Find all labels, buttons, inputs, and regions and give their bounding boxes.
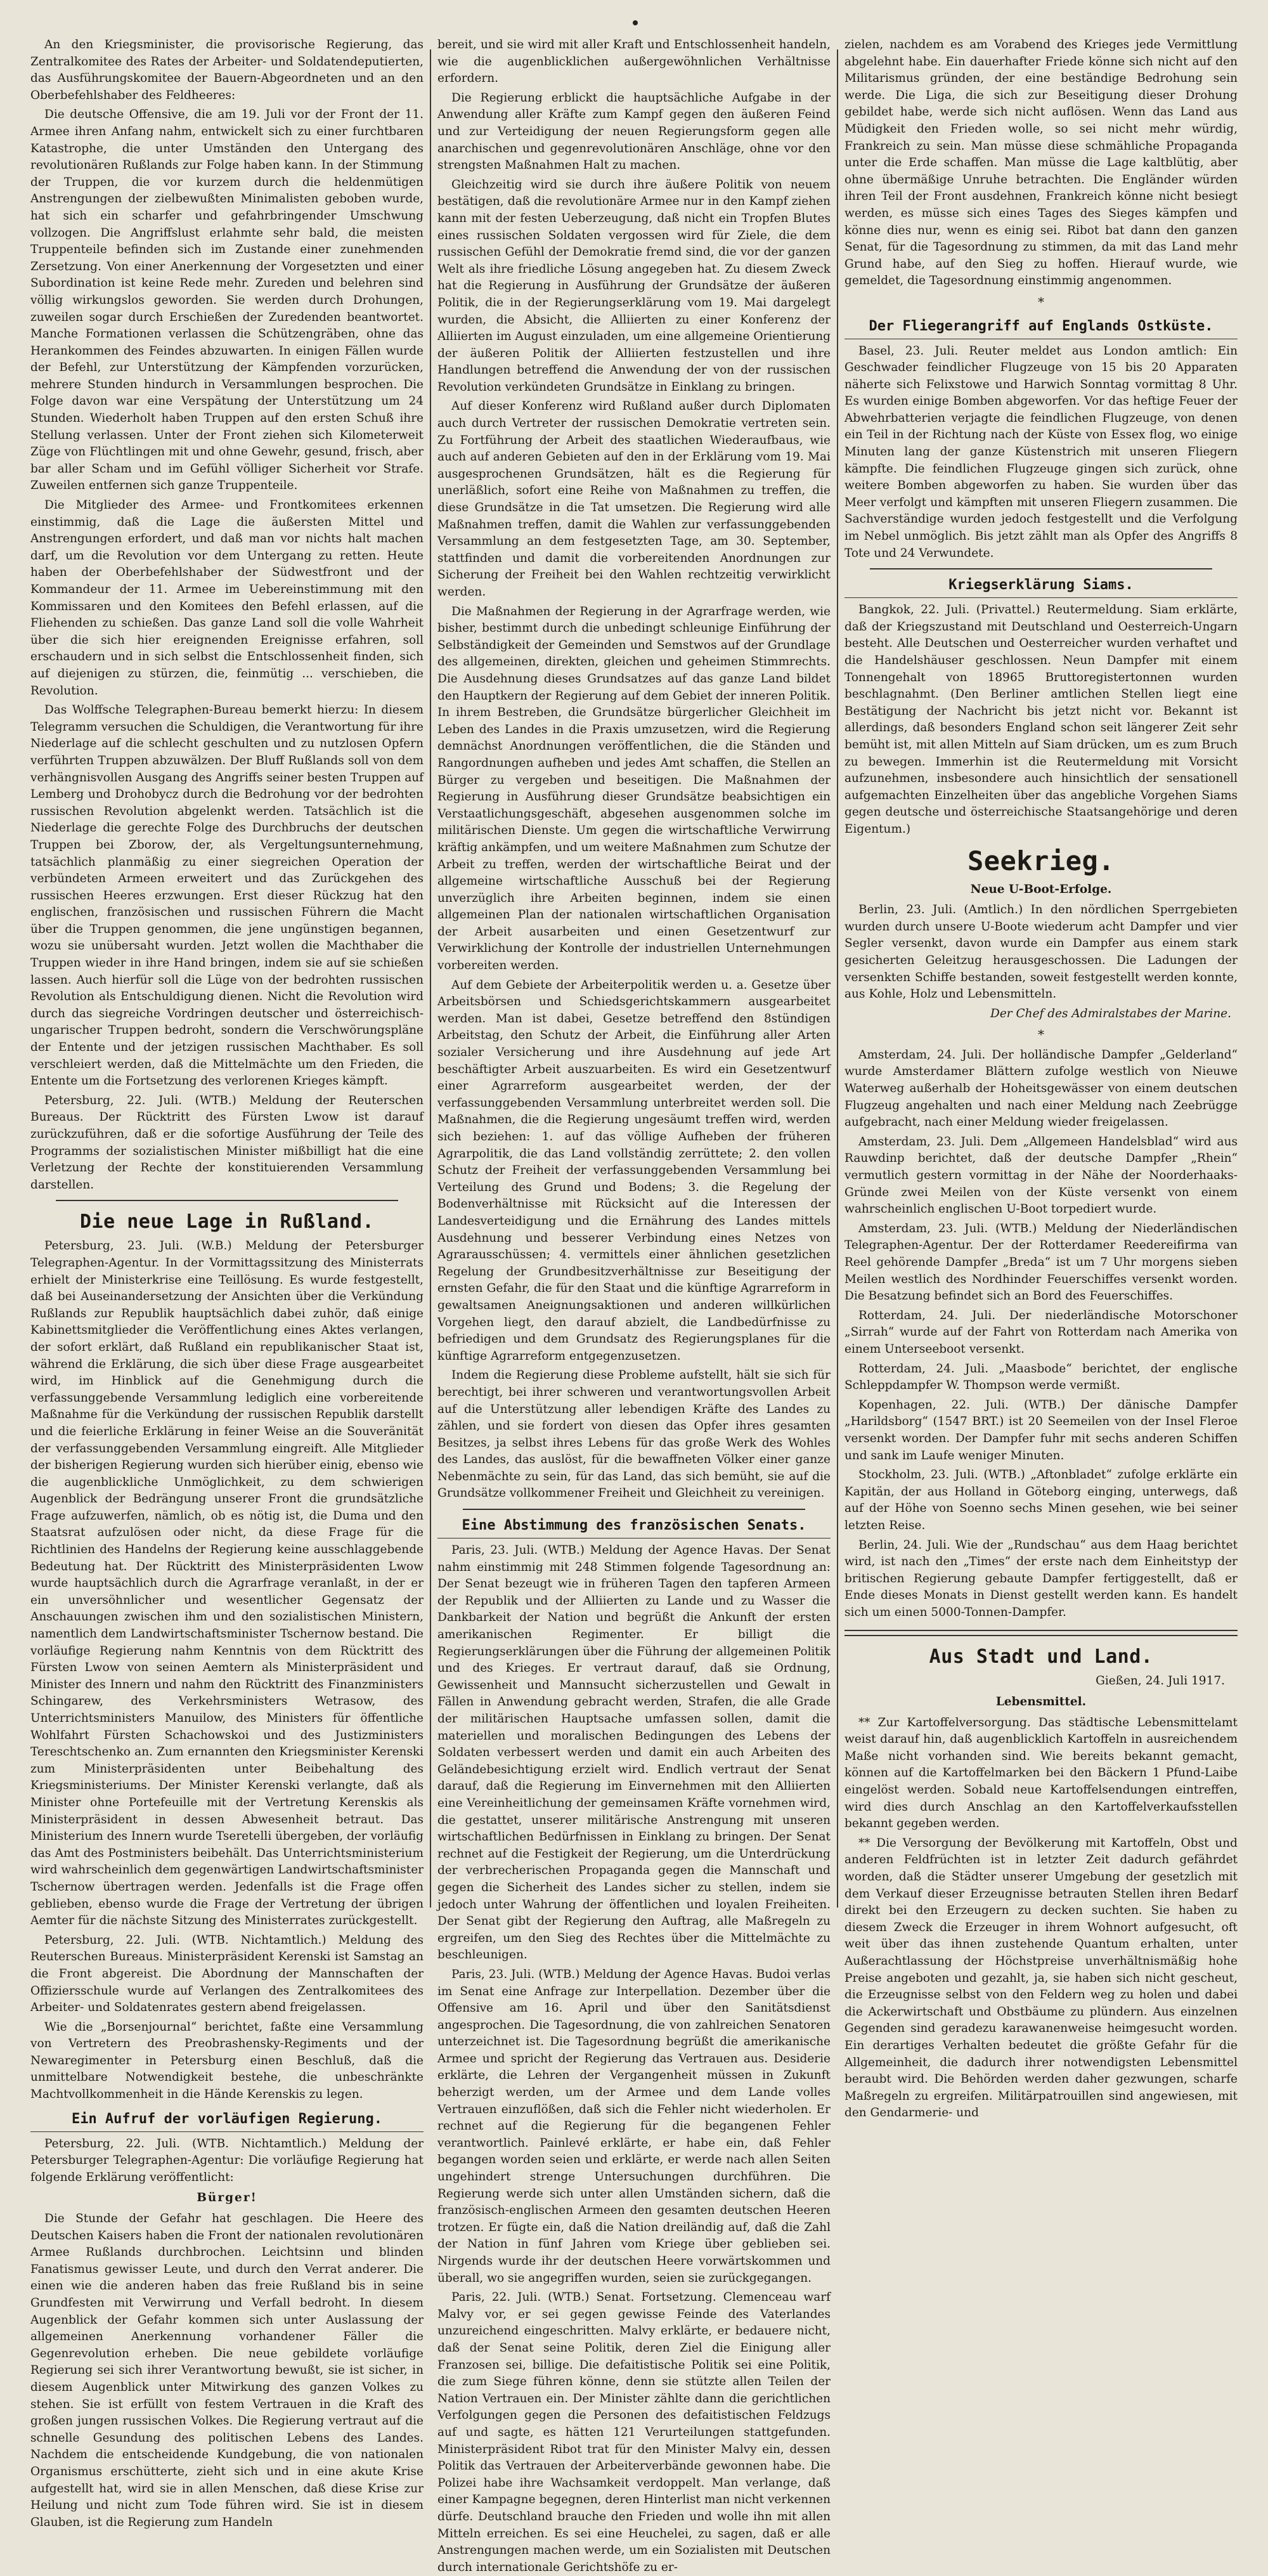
column-2 [437,37,831,2574]
article-paragraph: Kopenhagen, 22. Juli. (WTB.) Der dänische Dampfer „Harildsborg“ (1547 BRT.) ist 20 Seemeilen von der Insel Fleroe versenkt worden. Der Dampfer fuhr mit sechs anderen Schiffen und sank im Laufe weniger Minuten. [844,1398,1238,1462]
headline-siam: Kriegserklärung Siams. [844,576,1238,598]
article-paragraph: bereit, und sie wird mit aller Kraft und Entschlossenheit handeln, wie die augenblicklichen außergewöhnlichen Verhältnisse erfordern. [437,38,831,86]
article-paragraph: Paris, 23. Juli. (WTB.) Meldung der Agence Havas. Budoi verlas im Senat eine Anfrage zur Interpellation. Dezember über die Offensive am 16. April und über den Sanitätsdienst angesprochen. Die Tagesordnung, die von zahlreichen Senatoren unterzeichnet ist. Die Tagesordnung begrüßt die amerikanische Armee und spricht der Regierung das Vertrauen aus. Desiderie erklärte, die Lehren der Vergangenheit müssen in Zukunft beherzigt werden, um der Armee und dem Lande volles Vertrauen einzuflößen, daß sich die Fehler nicht wiederholen. Er rechnet auf die Regierung für die begangenen Fehler verantwortlich. Painlevé erklärte, er habe ein, daß Fehler begangen worden seien und erklärte, er werde nach allen Seiten ungehindert strenge Untersuchungen durchführen. Die Regierung werde sich unter allen Umständen sichern, daß die französisch-englischen Armeen den gesamten deutschen Heeren trotzen. Er fügte ein, daß die Nation dreiländig auf, daß die Zahl der Nation in fünf Jahren vom Kriege über geblieben sei. Nirgends wurde ihr der deutschen Heere vorwärtskommen und überall, wo sie angegriffen wurden, seien sie zurückgegangen. [437,1967,831,2285]
article-paragraph: Auf dem Gebiete der Arbeiterpolitik werden u. a. Gesetze über Arbeitsbörsen und Schiedsgerichtskammern ausgearbeitet werden. Man ist dabei, Gesetze betreffend den 8stündigen Arbeitstag, den Schutz der Arbeit, die Einführung aller Arten sozialer Versicherung und ihre Ausdehnung auf jede Art beschäftigter Arbeit auszuarbeiten. Es wird ein Gesetzentwurf einer Agrarreform ausgearbeitet werden, der der verfassunggebenden Versammlung unterbreitet werden soll. Die Maßnahmen, die die Regierung ungesäumt treffen wird, werden sich beziehen: 1. auf das völlige Aufheben der früheren Agrarpolitik, die das Land vollständig zerrüttete; 2. den vollen Schutz der Freiheit der verfassunggebenden Versammlung bei Verteilung des Grund und Bodens; 3. die Regelung der Bodenverhältnisse mit Rücksicht auf die Interessen der Landesverteidigung und die Ernährung des Landes mittels Ausdehnung und besserer Verbindung eines Netzes von Agrarausschüssen; 4. vermittels einer ähnlichen gesetzlichen Regelung der Grundbesitzverhältnisse zur Beseitigung der ernsten Gefahr, die für den Staat und die künftige Agrarreform in gewaltsamen Aneignungsaktionen und anderen willkürlichen Vorgehen liegt, den darauf abzielt, die Landbedürfnisse zu befriedigen und dem Grundsatz des Regierungsplanes für die künftige Agrarreform entgegenzusetzen. [437,978,831,1363]
article-paragraph: Die deutsche Offensive, die am 19. Juli vor der Front der 11. Armee ihren Anfang nahm, entwickelt sich zu einer furchtbaren Katastrophe, die unter Umständen den Untergang des revolutionären Rußlands zur Folge haben kann. In der Stimmung der Truppen, die vor kurzem durch die heldenmütigen Anstrengungen der zielbewußten Minimalisten geboben wurde, hat sich ein scharfer und gefahrbringender Umschwung vollzogen. Die Angriffslust erlahmte sehr bald, die meisten Truppenteile befinden sich im Zustande einer zunehmenden Zersetzung. Von einer Anerkennung der Vorgesetzten und einer Subordination ist keine Rede mehr. Zureden und belehren sind völlig wirkungslos geworden. Sie werden durch Drohungen, zuweilen sogar durch Erschießen der Zuredenden beantwortet. Manche Formationen verlassen die Schützengräben, ohne das Herankommen des Feindes abzuwarten. In einigen Fällen wurde der Befehl, zur Unterstützung der Kämpfenden vorzurücken, mehrere Stunden hindurch in Versammlungen besprochen. Die Folge davon war eine Verspätung der Unterstützung um 24 Stunden. Wiederholt haben Truppen auf den ersten Schuß ihre Stellung verlassen. Unter der Front ziehen sich Kilometerweit Züge von Flüchtlingen mit und ohne Gewehr, gesund, frisch, aber bar aller Scham und im Gefühl völliger Sicherheit vor Strafe. Zuweilen entfernen sich ganze Truppenteile. [30,108,424,493]
headline-stadt-und-land: Aus Stadt und Land. [929,1646,1153,1669]
article-paragraph: Berlin, 23. Juli. (Amtlich.) In den nördlichen Sperrgebieten wurden durch unsere U-Boote wiederum acht Dampfer und vier Segler versenkt, davon wurde ein Dampfer aus einem stark gesicherten Geleitzug herausgeschossen. Die Ladungen der versenkten Schiffe bestanden, soweit festgestellt werden konnte, aus Kohle, Holz und Lebensmitteln. [844,903,1238,1001]
article-paragraph: Paris, 22. Juli. (WTB.) Senat. Fortsetzung. Clemenceau warf Malvy vor, er sei gegen gewisse Feinde des Vaterlandes unzureichend eingeschritten. Malvy erklärte, er bedauere nicht, daß der Senat seine Politik, deren Ziel die Einigung aller Franzosen sei, billige. Die defaitistische Politik sei eine Politik, die zum Siege führen könne, denn sie stützte allen Teilen der Nation Vertrauen ein. Der Minister zählte dann die gerichtlichen Verfolgungen gegen die Personen des defaitistischen Feldzugs auf und sagte, es hätten 121 Verurteilungen stattgefunden. Ministerpräsident Ribot trat für den Minister Malvy ein, dessen Politik das Vertrauen der Arbeiterverbände gewonnen habe. Die Polizei habe ihre Wachsamkeit verdoppelt. Man verlange, daß einer Kampagne begegnen, deren Hinterlist man nicht verkennen dürfe. Deutschland brauche den Frieden und wolle ihn mit allen Mitteln erreichen. Es sei eine Heuchelei, zu sagen, daß er alle Anstrengungen machen werde, um ein Sozialisten mit Deutschen durch internationale Gerichtshöfe zu er- [437,2291,831,2574]
article-paragraph: Petersburg, 22. Juli. (WTB.) Meldung der Reuterschen Bureaus. Der Rücktritt des Fürsten Lwow ist darauf zurückzuführen, daß er die sofortige Ausführung der Teile des Programms der sozialistischen Minister mißbilligt hat die eine Verletzung der Rechte der konstituierenden Versammlung darstellen. [30,1093,424,1192]
article-paragraph: Basel, 23. Juli. Reuter meldet aus London amtlich: Ein Geschwader feindlicher Flugzeuge von 15 bis 20 Apparaten näherte sich Felixstowe und Harwich Sonntag vormittag 8 Uhr. Es wurden einige Bomben abgeworfen. Vor das heftige Feuer der Abwehrbatterien verjagte die feindlichen Flugzeuge, von denen ein Teil in der Richtung nach der Küste von Essex flog, wo einige Minuten lang der ganze Küstenstrich mit unseren Fliegern kämpfte. Die feindlichen Flugzeuge gingen sich zurück, ohne weitere Bomben abgeworfen zu haben. Sie wurden über das Meer verfolgt und kämpften mit unseren Fliegern zusammen. Die Sachverständige wurden jedoch festgestellt und die Verfolgung im Nebel unmöglich. Bis jetzt zählt man als Opfer des Angriffs 8 Tote und 24 Verwundete. [844,344,1238,560]
headline-senat: Eine Abstimmung des französischen Senats. [437,1516,831,1538]
article-paragraph: Gleichzeitig wird sie durch ihre äußere Politik von neuem bestätigen, daß die revolutionäre Armee nur in den Kampf ziehen kann mit der festen Ueberzeugung, daß nicht ein Tropfen Blutes eines russischen Soldaten vergossen wird für Ziele, die dem russischen Gefühl der Demokratie fremd sind, die vor der ganzen Welt als ihre friedliche Lösung angegeben hat. Zu diesem Zweck hat die Regierung in Ausführung der Grundsätze der äußeren Politik, die in der Regierungserklärung vom 19. Mai dargelegt wurden, die Absicht, die Alliierten zu einer Konferenz der Alliierten im August einzuladen, um eine allgemeine Orientierung der äußeren Politik der Alliierten festzustellen und ihre Handlungen betreffend die Anwendung der von der russischen Revolution verkündeten Grundsätze in Einklang zu bringen. [437,178,831,394]
article-paragraph: Stockholm, 23. Juli. (WTB.) „Aftonbladet“ zufolge erklärte ein Kapitän, der aus Holland in Göteborg einging, unterwegs, daß auf der Höhe von Soenno sechs Minen gesehen, wie bei seiner letzten Reise. [844,1468,1238,1532]
article-paragraph: Rotterdam, 24. Juli. „Maasbode“ berichtet, der englische Schleppdampfer W. Thompson werde vermißt. [844,1362,1238,1393]
article-paragraph: Amsterdam, 24. Juli. Der holländische Dampfer „Gelderland“ wurde Amsterdamer Blättern zufolge westlich von Nieuwe Waterweg außerhalb der Hoheitsgewässer von einem deutschen Flugzeug angehalten und nach einer Meldung nach Zeebrügge aufgebracht, nach einer Meldung wieder freigelassen. [844,1048,1238,1129]
article-paragraph: Wie die „Borsenjournal“ berichtet, faßte eine Versammlung von Vertretern des Preobrashensky-Regiments und der Newaregimenter in Petersburg einen Beschluß, daß die unmittelbare Notwendigkeit bestehe, die unbeschränkte Machtvollkommenheit in die Hände Kerenskis zu legen. [30,2020,424,2102]
article-paragraph: Die Regierung erblickt die hauptsächliche Aufgabe in der Anwendung aller Kräfte zum Kampf gegen den äußeren Feind und zur Verteidigung der neuen Regierungsform gegen alle anarchischen und gegenrevolutionären Anschläge, ohne vor den strengsten Maßnahmen Halt zu machen. [437,91,831,172]
subheadline-uboot: Neue U-Boot-Erfolge. [970,882,1112,896]
article-paragraph: Amsterdam, 23. Juli. Dem „Allgemeen Handelsblad“ wird aus Rauwdinp berichtet, daß der deutsche Dampfer „Rhein“ vermutlich gestern vormittag in der Nähe der Noorderhaaks-Gründe zwei Meilen von der Küste versenkt von einem wahrscheinlich englischen U-Boot torpediert wurde. [844,1135,1238,1216]
signature-admiralstab: Der Chef des Admiralstabes der Marine. [990,1006,1231,1020]
section-divider [56,1200,398,1201]
column-1 [30,37,424,2529]
section-divider [463,1509,805,1510]
article-paragraph: Paris, 23. Juli. (WTB.) Meldung der Agence Havas. Der Senat nahm einstimmig mit 248 Stimmen folgende Tagesordnung an: Der Senat bezeugt wie in früheren Tagen den tapferen Armeen der Republik und der Alliierten zu Lande und zu Wasser die Dankbarkeit der Nation und begrüßt die Ankunft der ersten amerikanischen Regimenter. Er billigt die Regierungserklärungen über die Führung der allgemeinen Politik und des Krieges. Er vertraut darauf, daß sie Ordnung, Gewissenheit und Mannsucht sicherzustellen und Gewalt in Fällen in Anwendung gebracht werden, Strafen, die alle Grade der militärischen Hauptsache umfassen sollen, damit die materiellen und moralischen Bedingungen des Lebens der Soldaten verbessert werden und damit ein auch Arbeiten des Geländebesichtigung erzielt wird. Endlich vertraut der Senat darauf, daß die Regierung im Einvernehmen mit den Alliierten eine Vereinheitlichung der gemeinsamen Kräfte vornehmen wird, die gestattet, unserer militärische Anstrengung mit unseren wirtschaftlichen Bedürfnissen in Einklang zu bringen. Der Senat rechnet auf die Festigkeit der Regierung, um die Unterdrückung der verbrecherischen Propaganda gegen die Mannschaft und gegen die Sicherheit des Landes sicher zu stellen, indem sie jedoch unter Wahrung der öffentlichen und loyalen Freiheiten. Der Senat gibt der Regierung den Auftrag, alle Maßregeln zu ergreifen, um den Sieg des Rechtes über die Mittelmächte zu beschleunigen. [437,1544,831,1962]
article-paragraph: Petersburg, 22. Juli. (WTB. Nichtamtlich.) Meldung der Petersburger Telegraphen-Agentur: Die vorläufige Regierung hat folgende Erklärung veröffentlicht: [30,2137,424,2184]
article-paragraph: Auf dieser Konferenz wird Rußland außer durch Diplomaten auch durch Vertreter der russischen Demokratie vertreten sein. Zu Fortführung der Arbeit des staatlichen Wiederaufbaus, wie auch auf anderen Gebieten auf den in der Erklärung vom 19. Mai ausgesprochenen Grundsätzen, hält es die Regierung für unerläßlich, sofort eine Reihe von Maßnahmen zu treffen, die diese Grundsätze in die Tat umsetzen. Die Regierung wird alle Maßnahmen treffen, damit die Wahlen zur verfassunggebenden Versammlung an dem festgesetzten Tage, am 30. September, stattfinden und damit die vorbereitenden Anordnungen zur Sicherung der Freiheit bei den Wahlen rechtzeitig verwirklicht werden. [437,400,831,599]
article-paragraph: Petersburg, 22. Juli. (WTB. Nichtamtlich.) Meldung des Reuterschen Bureaus. Ministerpräsident Kerenski ist Samstag an die Front abgereist. Die Abordnung der Mannschaften der Offiziersschule wurde auf Verlangen des Zentralkomitees des Arbeiter- und Soldatenrates gestern abend freigelassen. [30,1933,424,2015]
headline-seekrieg: Seekrieg. [967,845,1115,876]
article-paragraph: Bangkok, 22. Juli. (Privattel.) Reutermeldung. Siam erklärte, daß der Kriegszustand mit Deutschland und Oesterreich-Ungarn besteht. Alle Deutschen und Oesterreicher wurden verhaftet und die Handelshäuser geschlossen. Neun Dampfer mit einem Tonnengehalt von 18965 Bruttoregistertonnen wurden beschlagnahmt. (Den Berliner amtlichen Stellen liegt eine Bestätigung der Nachricht bis jetzt nicht vor. Bekannt ist allerdings, daß besonders England schon seit längerer Zeit sehr bemüht ist, mit allen Mitteln auf Siam drücken, um es zum Bruch zu bewegen. Immerhin ist die Reutermeldung mit Vorsicht aufzunehmen, insbesondere auch hinsichtlich der sensationell aufgemachten Einzelheiten über das angebliche Vorgehen Siams gegen deutsche und österreichische Staatsangehörige und deren Eigentum.) [844,603,1238,836]
separator-asterisk: * [1038,1027,1044,1043]
salutation: Bürger! [197,2191,257,2205]
separator-asterisk: * [1038,294,1044,309]
article-paragraph: Die Mitglieder des Armee- und Frontkomitees erkennen einstimmig, daß die Lage die äußersten Mittel und Anstrengungen erfordert, und daß man vor nichts halt machen darf, um die Revolution vor dem Untergang zu retten. Heute haben der Oberbefehlshaber der Südwestfront und der Kommandeur der 11. Armee im Uebereinstimmung mit den Kommissaren und den Komitees den Befehl erlassen, auf die Fliehenden zu schießen. Das ganze Land soll die volle Wahrheit über die sich hier ereignenden Ereignisse erfahren, soll erschaudern und in sich selbst die Entschlossenheit finden, sich auf diejenigen zu stürzen, die, feinmütig ... verschieben, die Revolution. [30,498,424,698]
column-3 [844,37,1238,2120]
dateline: Gießen, 24. Juli 1917. [1096,1674,1225,1688]
article-paragraph: Amsterdam, 23. Juli. (WTB.) Meldung der Niederländischen Telegraphen-Agentur. Der der Rotterdamer Reedereifirma van Reel gehörende Dampfer „Breda“ ist um 7 Uhr morgens sieben Meilen westlich des Nordhinder Feuerschiffes versenkt worden. Die Besatzung befindet sich an Bord des Feuerschiffes. [844,1221,1238,1303]
article-paragraph: zielen, nachdem es am Vorabend des Krieges jede Vermittlung abgelehnt habe. Ein dauerhafter Friede könne sich nicht auf den Militarismus gründen, der eine beständige Bedrohung sein werde. Die Liga, die sich zur Beseitigung dieser Drohung gebildet habe, werde sich nicht auflösen. Wenn das Land aus Müdigkeit den Frieden wolle, so sei nicht mehr würdig, Frankreich zu sein. Man müsse diese schmähliche Propaganda unter die Erde schaffen. Man müsse die Lage kaltblütig, aber ohne übermäßige Unruhe betrachten. Die Engländer würden ihren Teil der Front ausdehnen, Frankreich könne nicht besiegt werden, es müsse sich eines Tages des Sieges kämpfen und könne dies nur, wenn es einig sei. Ribot bat dann den ganzen Senat, für die Tagesordnung zu stimmen, da mit das Land mehr Grund habe, auf den Sieg zu hoffen. Hierauf wurde, wie gemeldet, die Tagesordnung einstimmig angenommen. [844,38,1238,288]
headline-neue-lage: Die neue Lage in Rußland. [79,1211,375,1233]
article-paragraph: An den Kriegsminister, die provisorische Regierung, das Zentralkomitee des Rates der Arbeiter- und Soldatendeputierten, das Ausführungskomitee der Bauern-Abgeordneten und an den Oberbefehlshaber des Feldheeres: [30,38,424,102]
article-paragraph: Das Wolffsche Telegraphen-Bureau bemerkt hierzu: In diesem Telegramm versuchen die Schuldigen, die Verantwortung für ihre Niederlage auf die schlecht geschulten und zu nutzlosen Opfern verführten Truppen abzuwälzen. Der Bluff Rußlands soll von dem verhängnisvollen Ausgang des Angriffs seiner besten Truppen auf Lemberg und Drohobycz durch die Bedrohung vor der bedrohten russischen Revolution abgelenkt werden. Tatsächlich ist die Niederlage die gerechte Folge des Durchbruchs der deutschen Truppen bei Zborow, der, als Vergeltungsunternehmung, tatsächlich planmäßig zu einer siegreichen Operation der verbündeten Armeen erweitert und das Zurückgehen des russischen Heeres erzwungen. Erst dieser Rückzug hat den englischen, französischen und russischen Führern die Macht über die Truppen genommen, die jene ungünstigen begannen, wozu sie unübersaht wurden. Jetzt wollen die Machthaber die Truppen wieder in ihre Hand bringen, indem sie auf sie schießen lassen. Auch hierfür soll die Lüge von der bedrohten russischen Revolution als Entschuldigung dienen. Nicht die Revolution wird durch das siegreiche Vordringen deutscher und österreichisch-ungarischer Truppen bedroht, sondern die Verschwörungspläne der Entente und der jetzigen russischen Machthaber. Es soll verschleiert werden, daß die Mittelmächte um den Frieden, die Entente um die Fortsetzung des verlorenen Krieges kämpft. [30,703,424,1088]
article-paragraph: Die Stunde der Gefahr hat geschlagen. Die Heere des Deutschen Kaisers haben die Front der nationalen revolutionären Armee Rußlands durchbrochen. Leichtsinn und blinden Fanatismus gewisser Leute, und durch den Verrat anderer. Die einen wie die anderen haben das freie Rußland bis in seine Grundfesten mit Verwirrung und Verfall bedroht. In diesem Augenblick der Gefahr kommen sich unter Auslassung der allgemeinen Anerkennung vorhandener Fäller die Gegenrevolution erheben. Die neue gebildete vorläufige Regierung sei sich ihrer Verantwortung bewußt, sie ist sicher, in diesem Augenblick unter Mitwirkung des ganzen Volkes zu stehen. Sie ist erfüllt von festem Vertrauen in die Kraft des großen jungen russischen Volkes. Die Regierung vertraut auf die schnelle Gesundung des politischen Lebens des Landes. Nachdem die entscheidende Kundgebung, die von nationalen Organismus erschütterte, zieht sich und in eine akute Krise aufgestellt hat, wird sie in allen Menschen, daß diese Krise zur Heilung und nicht zum Tode führen wird. Sie ist in diesem Glauben, ist die Regierung zum Handeln [30,2212,424,2529]
subheadline-lebensmittel: Lebensmittel. [995,1695,1087,1709]
article-paragraph: ** Zur Kartoffelversorgung. Das städtische Lebensmittelamt weist darauf hin, daß augenblicklich Kartoffeln in ausreichendem Maße nicht vorhanden sind. Wie bereits bekannt gemacht, können auf die Kartoffelmarken bei den Bäckern 1 Pfund-Laibe eingelöst werden. Sobald neue Kartoffelsendungen eintreffen, wird dies durch Anschlag an den Kartoffelverkaufsstellen bekannt gegeben werden. [844,1715,1238,1831]
article-paragraph: Die Maßnahmen der Regierung in der Agrarfrage werden, wie bisher, bestimmt durch die unbedingt schleunige Einführung der Selbständigkeit der Gemeinden und Semstwos auf der Grundlage des allgemeinen, direkten, gleichen und geheimen Stimmrechts. Die Ausdehnung dieses Grundsatzes auf das ganze Land bildet den Hauptkern der Regierung auf dem Gebiet der inneren Politik. In ihrem Bestreben, die Grundsätze bürgerlicher Gleichheit im Leben des Landes in die Praxis umzusetzen, wird die Regierung demnächst Anordnungen veröffentlichen, die die Ständen und Rangordnungen aufheben und jedes Amt schaffen, die Stellen an Bürger zu vergeben und beseitigen. Die Maßnahmen der Regierung in Ausführung dieser Grundsätze beabsichtigen ein Verstaatlichungsgeschäft, abgesehen ausgenommen solche im militärischen Dienste. Um gegen die wirtschaftliche Verwirrung kräftig ankämpfen, und um weitere Maßnahmen zum Schutze der Arbeit zu treffen, werden der wirtschaftliche Beirat und der allgemeine wirtschaftliche Ausschuß bei der Regierung unverzüglich ihre Arbeiten beginnen, indem sie einen allgemeinen Plan der nationalen wirtschaftlichen Organisation der Arbeit ausarbeiten und einen Gesetzentwurf zur Verwirklichung der Kontrolle der industriellen Unternehmungen vorbereiten werden. [437,604,831,973]
headline-fliegerangriff: Der Fliegerangriff auf Englands Ostküste. [844,317,1238,339]
column-rule-2 [837,49,838,1908]
article-paragraph: ** Die Versorgung der Bevölkerung mit Kartoffeln, Obst und anderen Feldfrüchten ist in letzter Zeit dadurch gefährdet worden, daß die Städter unserer Umgebung der gesetzlich mit dem Verkauf dieser Erzeugnisse betrauten Stellen ihren Bedarf direkt bei den Erzeugern zu decken suchten. Sie haben zu diesem Zweck die Erzeuger in ihrem Wohnort aufgesucht, oft weit über das ihnen zustehende Quantum erhalten, unter Außerachtlassung der Höchstpreise unverhältnismäßig hohe Preise angeboten und gezahlt, ja, sie haben sich nicht gescheut, die Erzeugnisse selbst von den Feldern weg zu holen und dabei die Ackerwirtschaft und Obstbäume zu plündern. Aus einzelnen Gegenden sind geradezu karawanenweise heimgesucht worden. Ein derartiges Verhalten bedeutet die größte Gefahr für die Allgemeinheit, die dadurch ihrer notwendigsten Lebensmittel beraubt wird. Die Behörden werden daher gezwungen, scharfe Maßregeln zu ergreifen. Militärpatrouillen sind angewiesen, mit den Gendarmerie- und [844,1836,1238,2120]
ornament-dot [633,20,638,25]
article-paragraph: Indem die Regierung diese Probleme aufstellt, hält sie sich für berechtigt, bei ihrer schweren und verantwortungsvollen Arbeit auf die Unterstützung aller lebendigen Kräfte des Landes zu zählen, und sie fordert von diesen das Opfer ihres gesamten Besitzes, ja selbst ihres Lebens für das große Werk des Wohles des Landes, das auslöst, für die bewaffneten Völker einer ganze Nebenmächte zu sein, für das Land, das sich bemüht, sie auf die Grundsätze vollkommener Freiheit und Gleichheit zu vereinigen. [437,1369,831,1500]
section-divider-double [844,1630,1238,1636]
article-paragraph: Rotterdam, 24. Juli. Der niederländische Motorschoner „Sirrah“ wurde auf der Fahrt von Rotterdam nach Amerika von einem Unterseeboot versenkt. [844,1308,1238,1356]
article-paragraph: Berlin, 24. Juli. Wie der „Rundschau“ aus dem Haag berichtet wird, ist nach den „Times“ der erste nach dem Einheitstyp der britischen Regierung gebaute Dampfer fertiggestellt, daß er Ende dieses Monats in Dienst gestellt werden kann. Es handelt sich um einen 5000-Tonnen-Dampfer. [844,1538,1238,1619]
column-rule-1 [430,49,431,1908]
newspaper-page [19,11,1249,2574]
section-divider [870,568,1212,569]
headline-aufruf: Ein Aufruf der vorläufigen Regierung. [30,2110,424,2132]
article-paragraph: Petersburg, 23. Juli. (W.B.) Meldung der Petersburger Telegraphen-Agentur. In der Vormittagssitzung des Ministerrats erhielt der Ministerkrise eine Teillösung. Es wurde festgestellt, daß bei Auseinandersetzung der Ansichten über die Verkündung Rußlands zur Republik hauptsächlich dabei zuhör, daß einige Kabinettsmitglieder die Veröffentlichung eines Aktes verlangen, der sofort erklärt, daß Rußland ein republikanischer Staat ist, während die Erklärung, die sich über diese Frage ausgearbeitet wird, im Hinblick auf die Genehmigung durch die verfassunggebende Versammlung lediglich eine vorbereitende Maßnahme für die Verkündung der russischen Republik darstellt und die feierliche Erklärung in feiner Weise an die Souveränität der verfassunggebenden Versammlung eingreift. Alle Mitglieder der bisherigen Regierung wurden sich hierüber einig, ebenso wie die augenblickliche Unmöglichkeit, zu dem schwierigen Augenblick der Bedrängung unserer Front die grundsätzliche Frage aufzuwerfen, nämlich, ob es nötig ist, die Duma und den Staatsrat aufzulösen oder nicht, da diese Frage für die Richtlinien des Handelns der Regierung keine ausschlaggebende Bedeutung hat. Der Rücktritt des Ministerpräsidenten Lwow wurde hauptsächlich durch die Agrarfrage veranlaßt, in der er ein unversöhnlicher und wesentlicher Gegensatz der Anschauungen zwischen ihm und den sozialistischen Ministern, namentlich dem Landwirtschaftsminister Tschernow bestand. Die vorläufige Regierung nahm Kenntnis von dem Rücktritt des Fürsten Lwow von seinen Aemtern als Ministerpräsident und Minister des Innern und nahm den Rücktritt des Finanzministers Schingarew, des Verkehrsministers Wetrasow, des Unterrichtsministers Manuilow, des Ministers für öffentliche Wohlfahrt Fürsten Schachowskoi und des Justizministers Tereschtschenko an. Zum ernannten den Kriegsminister Kerenski zum Ministerpräsidenten unter Beibehaltung des Kriegsministeriums. Der Minister Kerenski verlangte, daß als Minister ohne Portefeuille mit der Vertretung Kerenskis als Ministerpräsident in dessen Abwesenheit betraut. Das Ministerium des Innern wurde Tseretelli übergeben, der vorläufig das Amt des Postministers beibehält. Das Unterrichtsministerium wird wahrscheinlich dem gegenwärtigen Landwirtschaftsminister Tschernow übertragen werden. Jedenfalls ist die Frage offen geblieben, ebenso wurde die Frage der Vertretung der übrigen Aemter für die nächste Sitzung des Ministerrates zurückgestellt. [30,1239,424,1928]
